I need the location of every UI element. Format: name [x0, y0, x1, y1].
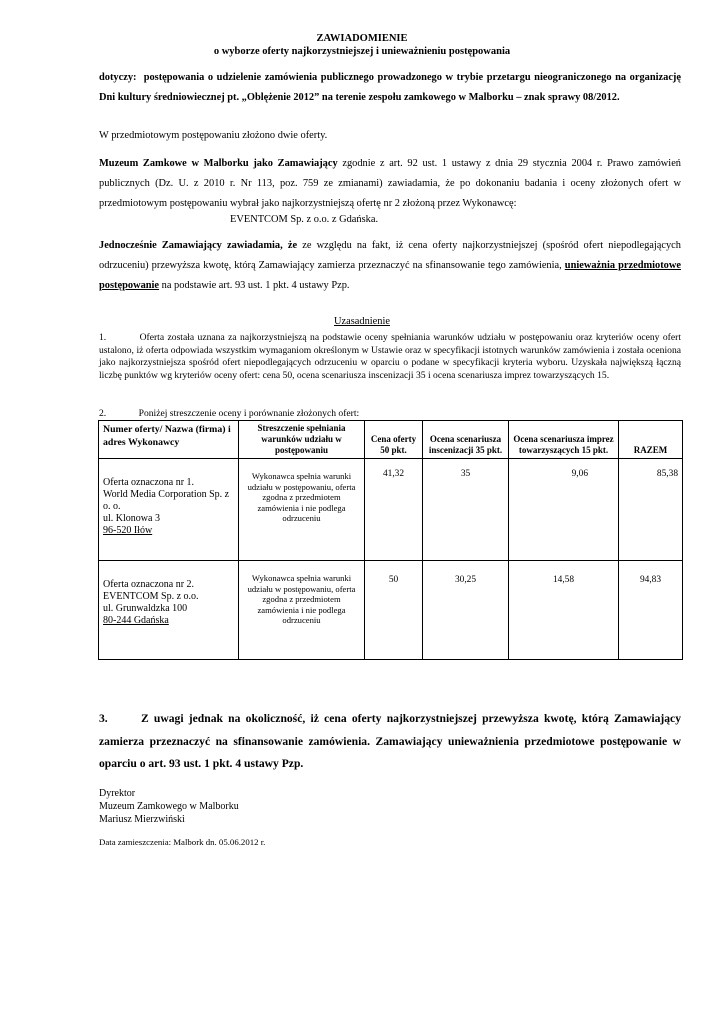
total-cell: 94,83	[619, 561, 683, 660]
events-cell: 9,06	[509, 459, 619, 561]
header-events: Ocena scenariusza imprez towarzyszących 15 pkt.	[509, 421, 619, 459]
posting-date: Data zamieszczenia: Malbork dn. 05.06.2012 r.	[99, 837, 266, 847]
table-row	[99, 459, 683, 561]
summary-cell: Wykonawca spełnia warunki udziału w postępowaniu, oferta zgodna z przedmiotem zamówienia i nie podlega odrzuceniu	[239, 561, 365, 660]
offer-city: 80-244 Gdańska	[103, 615, 169, 626]
offer-street: ul. Klonowa 3	[103, 513, 160, 524]
cancellation-text: ze względu na fakt, iż cena oferty najkorzystniejszej (spośród ofert niepodlegających odrzuceniu) przewyższa kwotę, którą Zamawiający zamierza przeznaczyć na sfinansowanie tego zamówienia,	[99, 240, 681, 271]
document-subtitle: o wyborze oferty najkorzystniejszej i unieważnieniu postępowania	[213, 46, 511, 57]
offer-company: EVENTCOM Sp. z o.o.	[103, 591, 199, 602]
table-header-row	[99, 421, 683, 459]
notice-text: zgodnie z art. 92 ust. 1 ustawy z dnia 29 stycznia 2004 r. Prawo zamówień publicznych (Dz. U. z 2010 r. Nr 113, poz. 759 ze zmianami) zawiadamia, że po dokonaniu badania i oceny złożonych ofert w przedmiotowym postępowaniu wybrał jako najkorzystniejszą ofertę nr 2 złożoną przez Wykonawcę:	[99, 158, 681, 209]
staging-cell: 35	[423, 459, 509, 561]
signature-role: Dyrektor	[99, 788, 136, 799]
header-offer: Numer oferty/ Nazwa (firma) i adres Wykonawcy	[99, 421, 239, 459]
point-3-paragraph	[99, 708, 681, 776]
cancellation-tail: na podstawie art. 93 ust. 1 pkt. 4 ustawy Pzp.	[161, 280, 350, 291]
point-3-text: Z uwagi jednak na okoliczność, iż cena oferty najkorzystniejszej przewyższa kwotę, którą Zamawiający zamierza przeznaczyć na sfinansowanie zamówienia. Zamawiający unieważnienia przedmiotowe postępowanie w oparciu o art. 93 ust. 1 pkt. 4 ustawy Pzp.	[99, 712, 682, 770]
offers-note: W przedmiotowym postępowaniu złożono dwie oferty.	[99, 130, 328, 141]
offers-comparison-table	[98, 420, 683, 660]
offer-company: World Media Corporation Sp. z o. o.	[103, 489, 230, 512]
offer-city: 96-520 Iłów	[103, 525, 153, 536]
header-staging: Ocena scenariusza inscenizacji 35 pkt.	[423, 421, 509, 459]
price-cell: 41,32	[365, 459, 423, 561]
price-cell: 50	[365, 561, 423, 660]
header-summary: Streszczenie spełniania warunków udziału w postępowaniu	[239, 421, 365, 459]
table-row	[99, 561, 683, 660]
concerning-paragraph	[99, 68, 681, 108]
offer-cell	[99, 459, 239, 561]
offer-label: Oferta oznaczona nr 1.	[103, 477, 195, 488]
concerning-label: dotyczy:	[99, 72, 137, 83]
offer-street: ul. Grunwaldzka 100	[103, 603, 188, 614]
total-cell: 85,38	[619, 459, 683, 561]
point-1-text: Oferta została uznana za najkorzystniejszą na podstawie oceny spełniania warunków udziału w postępowaniu oraz kryteriów oceny ofert ustalono, iż oferta odpowiada wszystkim wymaganiom określonym w Ustawie oraz w specyfikacji istotnych warunków zamówienia i została oceniona jako najkorzystniejsza spośród ofert niepodlegających odrzuceniu w oparciu o podane w specyfikacji kryteria wyboru. Uzyskała największą łączną liczbę punktów wg kryteriów oceny ofert: cena 50, ocena scenariusza inscenizacji 35 i ocena scenariusza imprez towarzyszących 15.	[99, 332, 681, 381]
signature-name: Mariusz Mierzwiński	[99, 814, 185, 825]
justification-heading: Uzasadnienie	[334, 316, 390, 327]
point-1-number: 1.	[99, 332, 107, 343]
summary-cell: Wykonawca spełnia warunki udziału w postępowaniu, oferta zgodna z przedmiotem zamówienia i nie podlega odrzuceniu	[239, 459, 365, 561]
point-2-number: 2.	[99, 408, 107, 419]
notice-paragraph	[99, 154, 681, 214]
cancellation-paragraph	[99, 236, 681, 296]
winner-name: EVENTCOM Sp. z o.o. z Gdańska.	[230, 214, 379, 225]
signature-block	[99, 787, 239, 826]
notice-lead: Muzeum Zamkowe w Malborku jako Zamawiający	[99, 158, 338, 169]
header-price: Cena oferty 50 pkt.	[365, 421, 423, 459]
concerning-text: postępowania o udzielenie zamówienia publicznego prowadzonego w trybie przetargu nieograniczonego na organizację Dni kultury średniowiecznej pt. „Oblężenie 2012” na terenie zespołu zamkowego w Malborku – znak sprawy 08/2012.	[99, 72, 682, 103]
events-cell: 14,58	[509, 561, 619, 660]
cancellation-lead: Jednocześnie Zamawiający zawiadamia, że	[99, 240, 298, 251]
justification-point-1	[99, 332, 681, 382]
signature-institution: Muzeum Zamkowego w Malborku	[99, 801, 239, 812]
document-title: ZAWIADOMIENIE	[316, 33, 408, 44]
point-3-number: 3.	[99, 712, 108, 725]
offer-label: Oferta oznaczona nr 2.	[103, 579, 195, 590]
cancellation-decision: unieważnia przedmiotowe postępowanie	[99, 260, 681, 291]
staging-cell: 30,25	[423, 561, 509, 660]
offer-cell	[99, 561, 239, 660]
justification-point-2	[99, 408, 359, 421]
header-total: RAZEM	[619, 421, 683, 459]
point-2-text: Poniżej streszczenie oceny i porównanie złożonych ofert:	[138, 408, 360, 419]
